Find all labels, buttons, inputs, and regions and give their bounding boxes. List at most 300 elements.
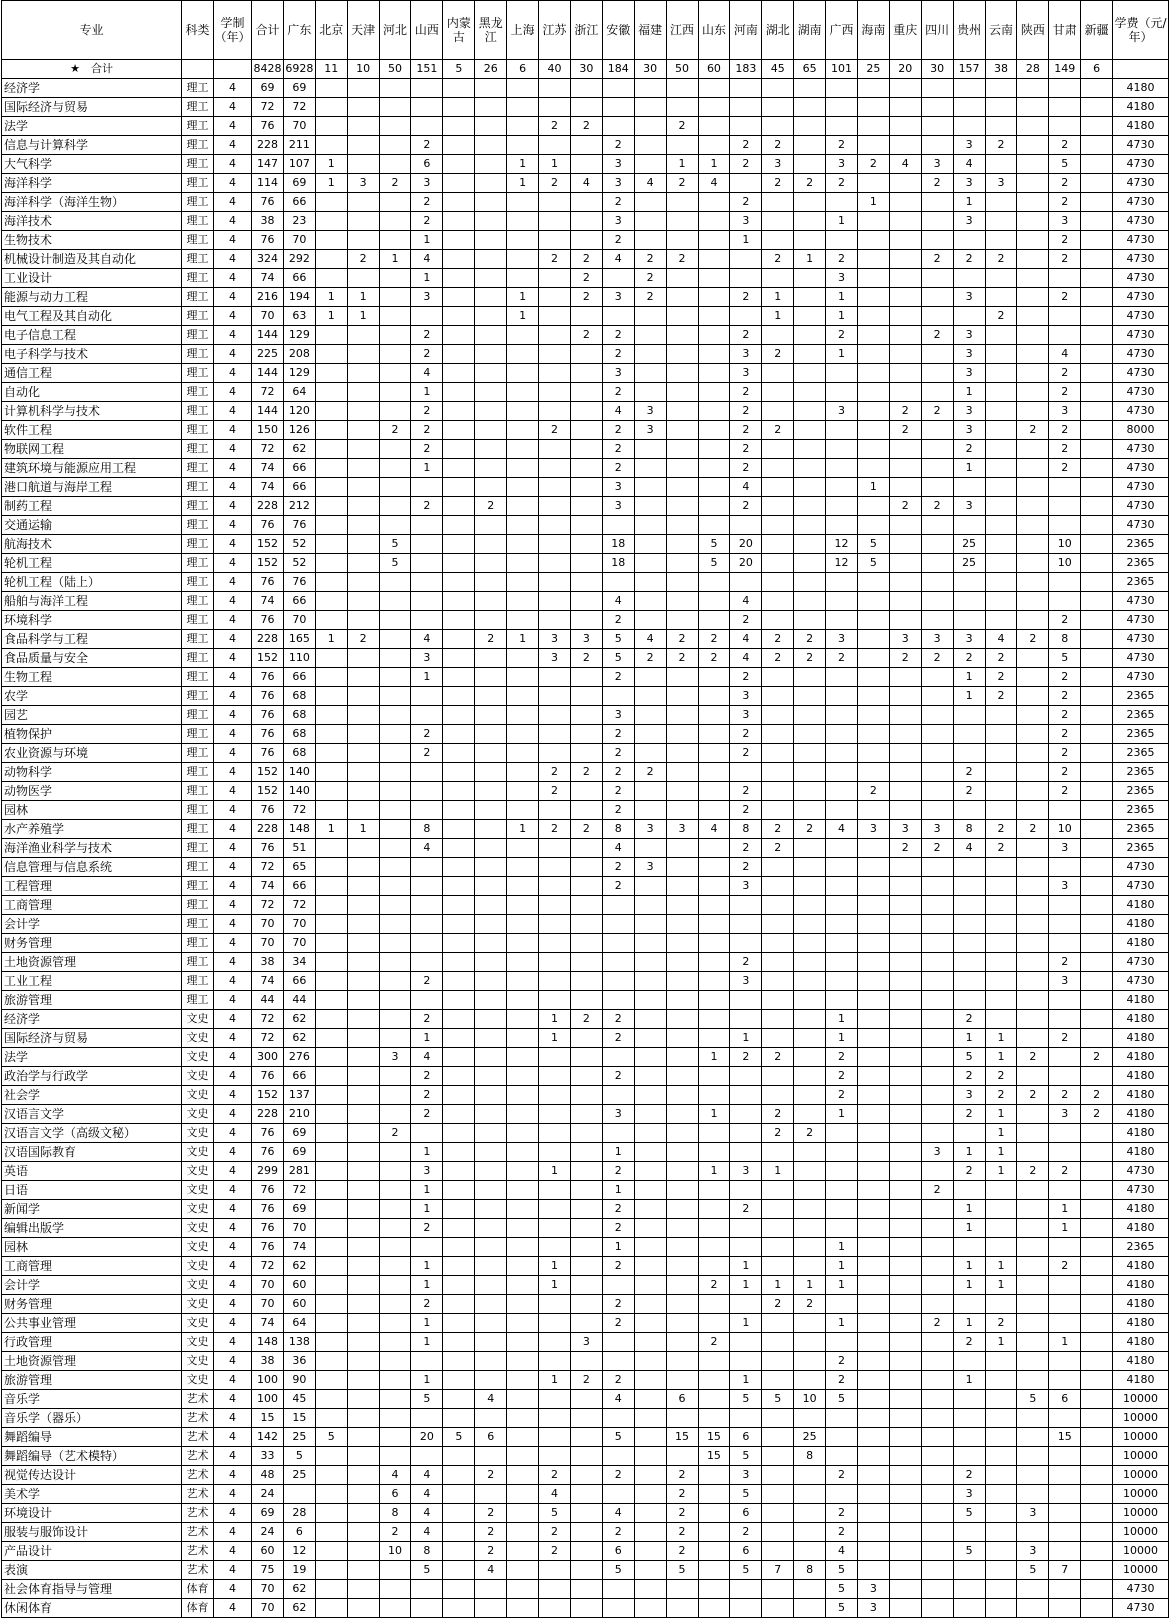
province-cell [921,1257,953,1276]
province-cell [730,915,762,934]
province-cell [507,839,539,858]
province-cell [475,725,507,744]
province-cell [794,744,826,763]
province-cell: 2 [985,649,1017,668]
province-cell [443,1010,475,1029]
province-cell [570,896,602,915]
province-cell [570,383,602,402]
province-cell [315,1276,347,1295]
province-cell: 62 [283,1257,315,1276]
province-cell [570,1276,602,1295]
province-cell [762,744,794,763]
province-cell [507,953,539,972]
province-cell [1081,991,1113,1010]
province-cell [921,117,953,136]
duration-cell: 4 [213,1428,251,1447]
province-cell [698,402,730,421]
province-cell [698,573,730,592]
province-cell [443,801,475,820]
province-cell [698,1257,730,1276]
province-cell [1017,1447,1049,1466]
province-cell [921,1466,953,1485]
province-cell [315,79,347,98]
total-province-cell: 50 [666,60,698,79]
province-cell [762,592,794,611]
province-cell [634,782,666,801]
category-cell: 艺术 [182,1390,214,1409]
province-cell [570,1048,602,1067]
category-cell: 理工 [182,839,214,858]
province-cell: 3 [857,1580,889,1599]
major-cell: 机械设计制造及其自动化 [2,250,182,269]
province-cell: 1 [411,269,443,288]
province-cell [570,1599,602,1618]
fee-cell: 4180 [1113,1276,1169,1295]
table-row [2,269,1169,288]
province-cell: 3 [730,212,762,231]
major-cell: 法学 [2,1048,182,1067]
province-cell: 5 [857,554,889,573]
province-cell: 1 [730,1029,762,1048]
province-cell [443,592,475,611]
province-cell: 2 [539,174,571,193]
province-cell [347,1447,379,1466]
province-cell [539,687,571,706]
province-cell [857,1200,889,1219]
total-cell: 72 [252,1029,284,1048]
header-province: 云南 [985,1,1017,60]
province-cell [921,98,953,117]
province-cell [698,212,730,231]
province-cell [1049,79,1081,98]
province-cell [985,782,1017,801]
province-cell [1081,1010,1113,1029]
province-cell [794,79,826,98]
province-cell [953,516,985,535]
province-cell [1017,440,1049,459]
province-cell [347,839,379,858]
category-cell: 文史 [182,1257,214,1276]
province-cell: 70 [283,1219,315,1238]
category-cell: 文史 [182,1181,214,1200]
province-cell [985,763,1017,782]
province-cell [379,972,411,991]
province-cell [283,1485,315,1504]
province-cell [666,1580,698,1599]
province-cell [315,1067,347,1086]
province-cell [411,1447,443,1466]
province-cell [507,1200,539,1219]
province-cell: 5 [953,1542,985,1561]
province-cell: 4 [379,1466,411,1485]
province-cell [539,573,571,592]
province-cell [953,858,985,877]
province-cell: 8 [730,820,762,839]
province-cell [443,763,475,782]
province-cell [347,1599,379,1618]
province-cell [411,953,443,972]
province-cell [507,1314,539,1333]
province-cell [347,1542,379,1561]
province-cell [539,1238,571,1257]
province-cell [953,706,985,725]
province-cell [666,497,698,516]
category-cell: 理工 [182,801,214,820]
province-cell: 2 [602,877,634,896]
province-cell: 2 [921,250,953,269]
province-cell: 1 [698,1048,730,1067]
province-cell [1081,877,1113,896]
province-cell [602,896,634,915]
total-province-cell: 65 [794,60,826,79]
province-cell [1081,1124,1113,1143]
duration-cell: 4 [213,402,251,421]
province-cell: 52 [283,535,315,554]
major-cell: 公共事业管理 [2,1314,182,1333]
province-cell [379,1200,411,1219]
province-cell [443,1276,475,1295]
major-cell: 旅游管理 [2,1371,182,1390]
province-cell [889,554,921,573]
fee-cell: 4730 [1113,440,1169,459]
province-cell [889,1580,921,1599]
province-cell [794,1143,826,1162]
province-cell [857,1295,889,1314]
province-cell [634,839,666,858]
province-cell [347,1029,379,1048]
table-body [2,60,1169,1618]
total-cell: 72 [252,858,284,877]
province-cell [411,1580,443,1599]
table-row [2,421,1169,440]
province-cell [826,611,858,630]
province-cell [1081,497,1113,516]
province-cell [698,1010,730,1029]
province-cell [443,231,475,250]
province-cell: 2 [475,1542,507,1561]
province-cell [315,1580,347,1599]
province-cell [507,1238,539,1257]
duration-cell: 4 [213,79,251,98]
province-cell [1081,858,1113,877]
province-cell [411,1124,443,1143]
province-cell: 65 [283,858,315,877]
province-cell [698,1523,730,1542]
province-cell [826,934,858,953]
province-cell: 10 [1049,535,1081,554]
province-cell [443,972,475,991]
total-province-cell: 151 [411,60,443,79]
province-cell [315,953,347,972]
province-cell [475,858,507,877]
province-cell [698,1371,730,1390]
province-cell [1081,1181,1113,1200]
duration-cell: 4 [213,1352,251,1371]
province-cell: 7 [762,1561,794,1580]
province-cell [539,1124,571,1143]
province-cell [475,1181,507,1200]
province-cell [539,1599,571,1618]
province-cell [1081,250,1113,269]
duration-cell: 4 [213,345,251,364]
total-cell: 74 [252,478,284,497]
province-cell [762,364,794,383]
province-cell [347,1124,379,1143]
province-cell [634,972,666,991]
province-cell [794,687,826,706]
header-province: 江西 [666,1,698,60]
province-cell [347,915,379,934]
province-cell [1017,1352,1049,1371]
province-cell [475,1599,507,1618]
total-province-cell: 30 [634,60,666,79]
province-cell: 25 [953,535,985,554]
province-cell: 2 [730,326,762,345]
province-cell: 10 [1049,820,1081,839]
province-cell [507,896,539,915]
province-cell [570,1143,602,1162]
province-cell: 3 [826,155,858,174]
province-cell [794,573,826,592]
province-cell [411,801,443,820]
province-cell [1049,1276,1081,1295]
province-cell: 2 [698,1276,730,1295]
province-cell [379,744,411,763]
province-cell [794,98,826,117]
province-cell: 2 [1049,1086,1081,1105]
province-cell [1017,668,1049,687]
category-cell: 文史 [182,1352,214,1371]
province-cell [985,402,1017,421]
province-cell [857,288,889,307]
province-cell [315,1162,347,1181]
province-cell: 4 [411,839,443,858]
province-cell [857,421,889,440]
major-cell: 国际经济与贸易 [2,98,182,117]
category-cell: 理工 [182,953,214,972]
province-cell [921,231,953,250]
province-cell: 1 [985,1162,1017,1181]
major-cell: 电子信息工程 [2,326,182,345]
category-cell: 理工 [182,611,214,630]
fee-cell: 4180 [1113,1105,1169,1124]
category-cell: 理工 [182,915,214,934]
province-cell [857,440,889,459]
duration-cell: 4 [213,1067,251,1086]
province-cell [379,1086,411,1105]
province-cell: 1 [507,820,539,839]
province-cell [602,991,634,1010]
province-cell [570,497,602,516]
province-cell [666,1409,698,1428]
province-cell [507,706,539,725]
province-cell [1017,516,1049,535]
province-cell [1017,687,1049,706]
province-cell [762,687,794,706]
province-cell [730,934,762,953]
province-cell [698,231,730,250]
province-cell [1017,554,1049,573]
province-cell [921,763,953,782]
province-cell [411,611,443,630]
category-cell: 艺术 [182,1542,214,1561]
province-cell [1017,839,1049,858]
major-cell: 水产养殖学 [2,820,182,839]
category-cell: 艺术 [182,1485,214,1504]
total-province-cell: 101 [826,60,858,79]
province-cell: 3 [953,174,985,193]
total-cell: 38 [252,953,284,972]
province-cell [475,554,507,573]
province-cell [347,706,379,725]
province-cell: 2 [539,1542,571,1561]
duration-cell: 4 [213,1333,251,1352]
province-cell [315,592,347,611]
province-cell: 2 [602,136,634,155]
province-cell: 1 [985,1143,1017,1162]
province-cell [411,991,443,1010]
province-cell [475,79,507,98]
province-cell [379,1162,411,1181]
province-cell: 2 [730,744,762,763]
province-cell [379,1561,411,1580]
province-cell: 2 [826,1086,858,1105]
province-cell: 12 [283,1542,315,1561]
major-cell: 表演 [2,1561,182,1580]
province-cell [698,98,730,117]
province-cell: 2 [985,1314,1017,1333]
province-cell: 4 [411,250,443,269]
province-cell: 2 [953,250,985,269]
header-province: 贵州 [953,1,985,60]
province-cell: 1 [953,1371,985,1390]
total-cell: 76 [252,725,284,744]
major-cell: 新闻学 [2,1200,182,1219]
province-cell: 4 [570,174,602,193]
province-cell [507,535,539,554]
major-cell: 生物技术 [2,231,182,250]
fee-cell: 4180 [1113,79,1169,98]
province-cell [602,269,634,288]
province-cell [379,1314,411,1333]
province-cell [570,364,602,383]
province-cell: 25 [794,1428,826,1447]
table-row [2,478,1169,497]
province-cell [379,820,411,839]
table-row [2,383,1169,402]
province-cell: 25 [283,1466,315,1485]
province-cell [634,1504,666,1523]
province-cell [443,193,475,212]
province-cell [826,193,858,212]
province-cell [411,877,443,896]
province-cell [315,1371,347,1390]
province-cell [1017,1219,1049,1238]
duration-cell: 4 [213,535,251,554]
province-cell: 62 [283,1010,315,1029]
province-cell [826,953,858,972]
major-cell: 财务管理 [2,934,182,953]
province-cell: 4 [602,839,634,858]
province-cell [347,1143,379,1162]
province-cell [347,687,379,706]
fee-cell: 4730 [1113,136,1169,155]
province-cell [889,478,921,497]
province-cell [666,953,698,972]
province-cell: 2 [411,1067,443,1086]
province-cell [1049,934,1081,953]
province-cell [666,1257,698,1276]
province-cell [443,1466,475,1485]
total-cell: 72 [252,1257,284,1276]
fee-cell: 4180 [1113,934,1169,953]
province-cell: 69 [283,1200,315,1219]
province-cell [921,896,953,915]
province-cell [475,1295,507,1314]
province-cell: 74 [283,1238,315,1257]
province-cell: 2 [730,193,762,212]
province-cell: 2 [411,497,443,516]
province-cell [507,611,539,630]
province-cell [570,459,602,478]
province-cell [379,801,411,820]
province-cell [666,1181,698,1200]
province-cell [1081,554,1113,573]
province-cell [1017,1143,1049,1162]
province-cell [889,1048,921,1067]
province-cell: 3 [730,972,762,991]
province-cell: 4 [985,630,1017,649]
province-cell [826,98,858,117]
province-cell [315,1523,347,1542]
province-cell: 3 [826,269,858,288]
province-cell [889,1504,921,1523]
province-cell [379,459,411,478]
province-cell: 3 [953,402,985,421]
province-cell [889,383,921,402]
province-cell [889,174,921,193]
province-cell: 2 [475,1523,507,1542]
province-cell [857,877,889,896]
province-cell: 3 [539,630,571,649]
province-cell [698,1238,730,1257]
province-cell [379,136,411,155]
province-cell [857,269,889,288]
province-cell [794,1409,826,1428]
province-cell: 2 [762,839,794,858]
province-cell [347,1295,379,1314]
total-province-cell: 20 [889,60,921,79]
province-cell [889,231,921,250]
province-cell [794,1352,826,1371]
fee-cell: 4730 [1113,402,1169,421]
province-cell: 1 [347,820,379,839]
province-cell [379,1428,411,1447]
province-cell [794,478,826,497]
province-cell [475,421,507,440]
province-cell [794,440,826,459]
province-cell [762,117,794,136]
province-cell [1049,991,1081,1010]
province-cell: 3 [730,687,762,706]
province-cell [921,1504,953,1523]
province-cell [634,1428,666,1447]
province-cell [857,1105,889,1124]
province-cell [347,212,379,231]
province-cell [347,345,379,364]
province-cell: 3 [602,478,634,497]
major-cell: 能源与动力工程 [2,288,182,307]
